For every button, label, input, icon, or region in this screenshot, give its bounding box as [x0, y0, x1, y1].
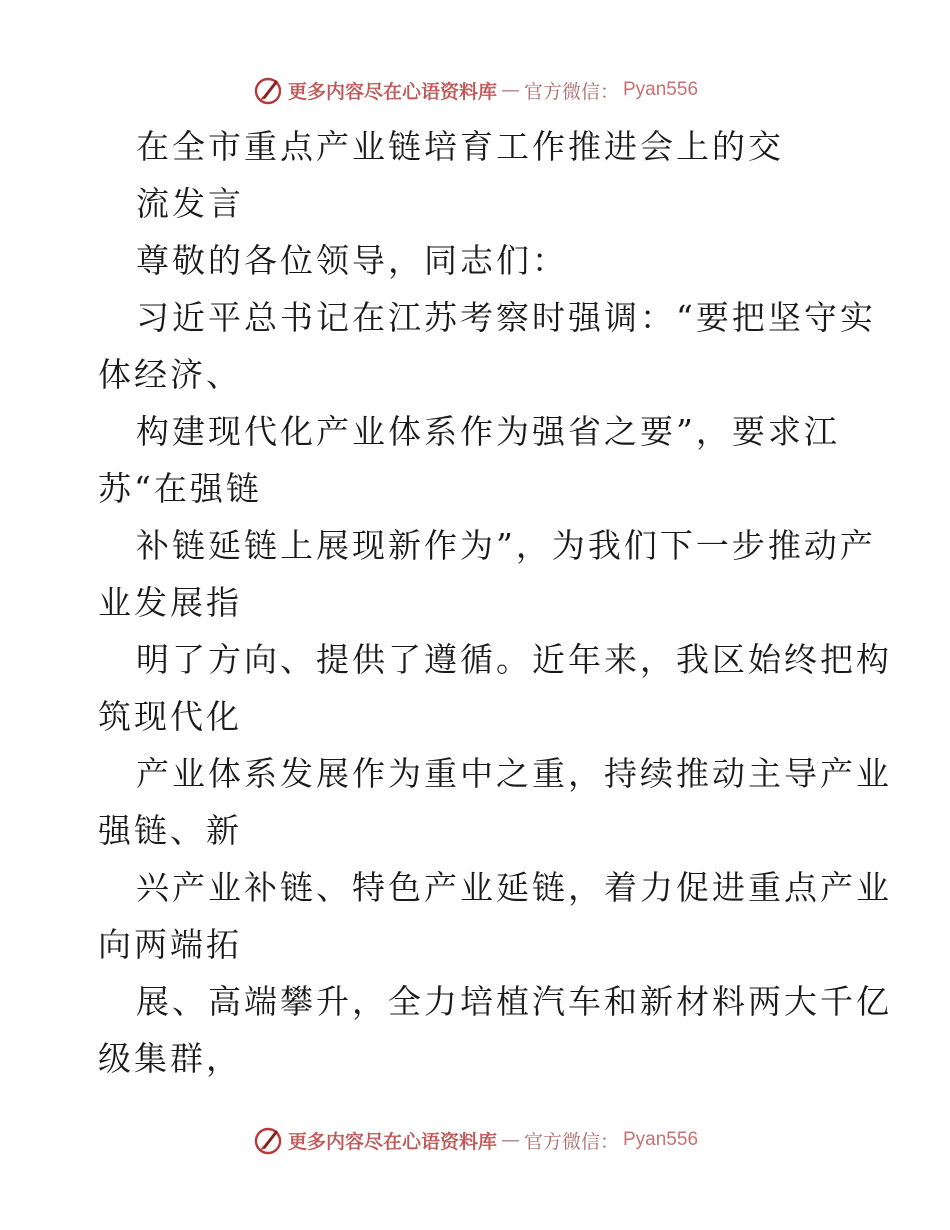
watermark-wechat-label: 官方微信： — [523, 1130, 619, 1153]
document-body — [98, 118, 892, 1087]
quill-logo-icon — [252, 1124, 284, 1156]
watermark-separator: — — [500, 79, 520, 101]
text-line: 向两端拓 — [98, 925, 242, 964]
text-line: 兴产业补链、特色产业延链，着力促进重点产业 — [136, 868, 892, 907]
text-line: 尊敬的各位领导，同志们： — [136, 241, 568, 280]
text-line: 产业体系发展作为重中之重，持续推动主导产业 — [136, 754, 892, 793]
watermark-main-text: 更多内容尽在心语资料库 — [287, 1130, 497, 1153]
text-line: 筑现代化 — [98, 697, 242, 736]
watermark-separator: — — [500, 1129, 520, 1151]
text-line: 苏“在强链 — [98, 469, 262, 508]
watermark-main-text: 更多内容尽在心语资料库 — [287, 80, 497, 103]
quill-logo-icon — [252, 74, 284, 106]
watermark-wechat-label: 官方微信： — [523, 80, 619, 103]
text-line: 体经济、 — [98, 355, 242, 394]
text-line: 补链延链上展现新作为”，为我们下一步推动产 — [136, 526, 876, 565]
header-watermark — [0, 70, 950, 110]
text-line: 在全市重点产业链培育工作推进会上的交 — [136, 127, 784, 166]
text-line: 习近平总书记在江苏考察时强调：“要把坚守实 — [136, 298, 876, 337]
footer-watermark — [0, 1120, 950, 1160]
text-line: 明了方向、提供了遵循。近年来，我区始终把构 — [136, 640, 892, 679]
text-line: 流发言 — [136, 184, 244, 223]
text-line: 构建现代化产业体系作为强省之要”，要求江 — [136, 412, 840, 451]
text-line: 业发展指 — [98, 583, 242, 622]
text-line: 级集群， — [98, 1039, 242, 1078]
text-line: 展、高端攀升，全力培植汽车和新材料两大千亿 — [136, 982, 892, 1021]
text-line: 强链、新 — [98, 811, 242, 850]
watermark-wechat-id: Pyan556 — [623, 79, 699, 100]
watermark-wechat-id: Pyan556 — [623, 1129, 699, 1150]
